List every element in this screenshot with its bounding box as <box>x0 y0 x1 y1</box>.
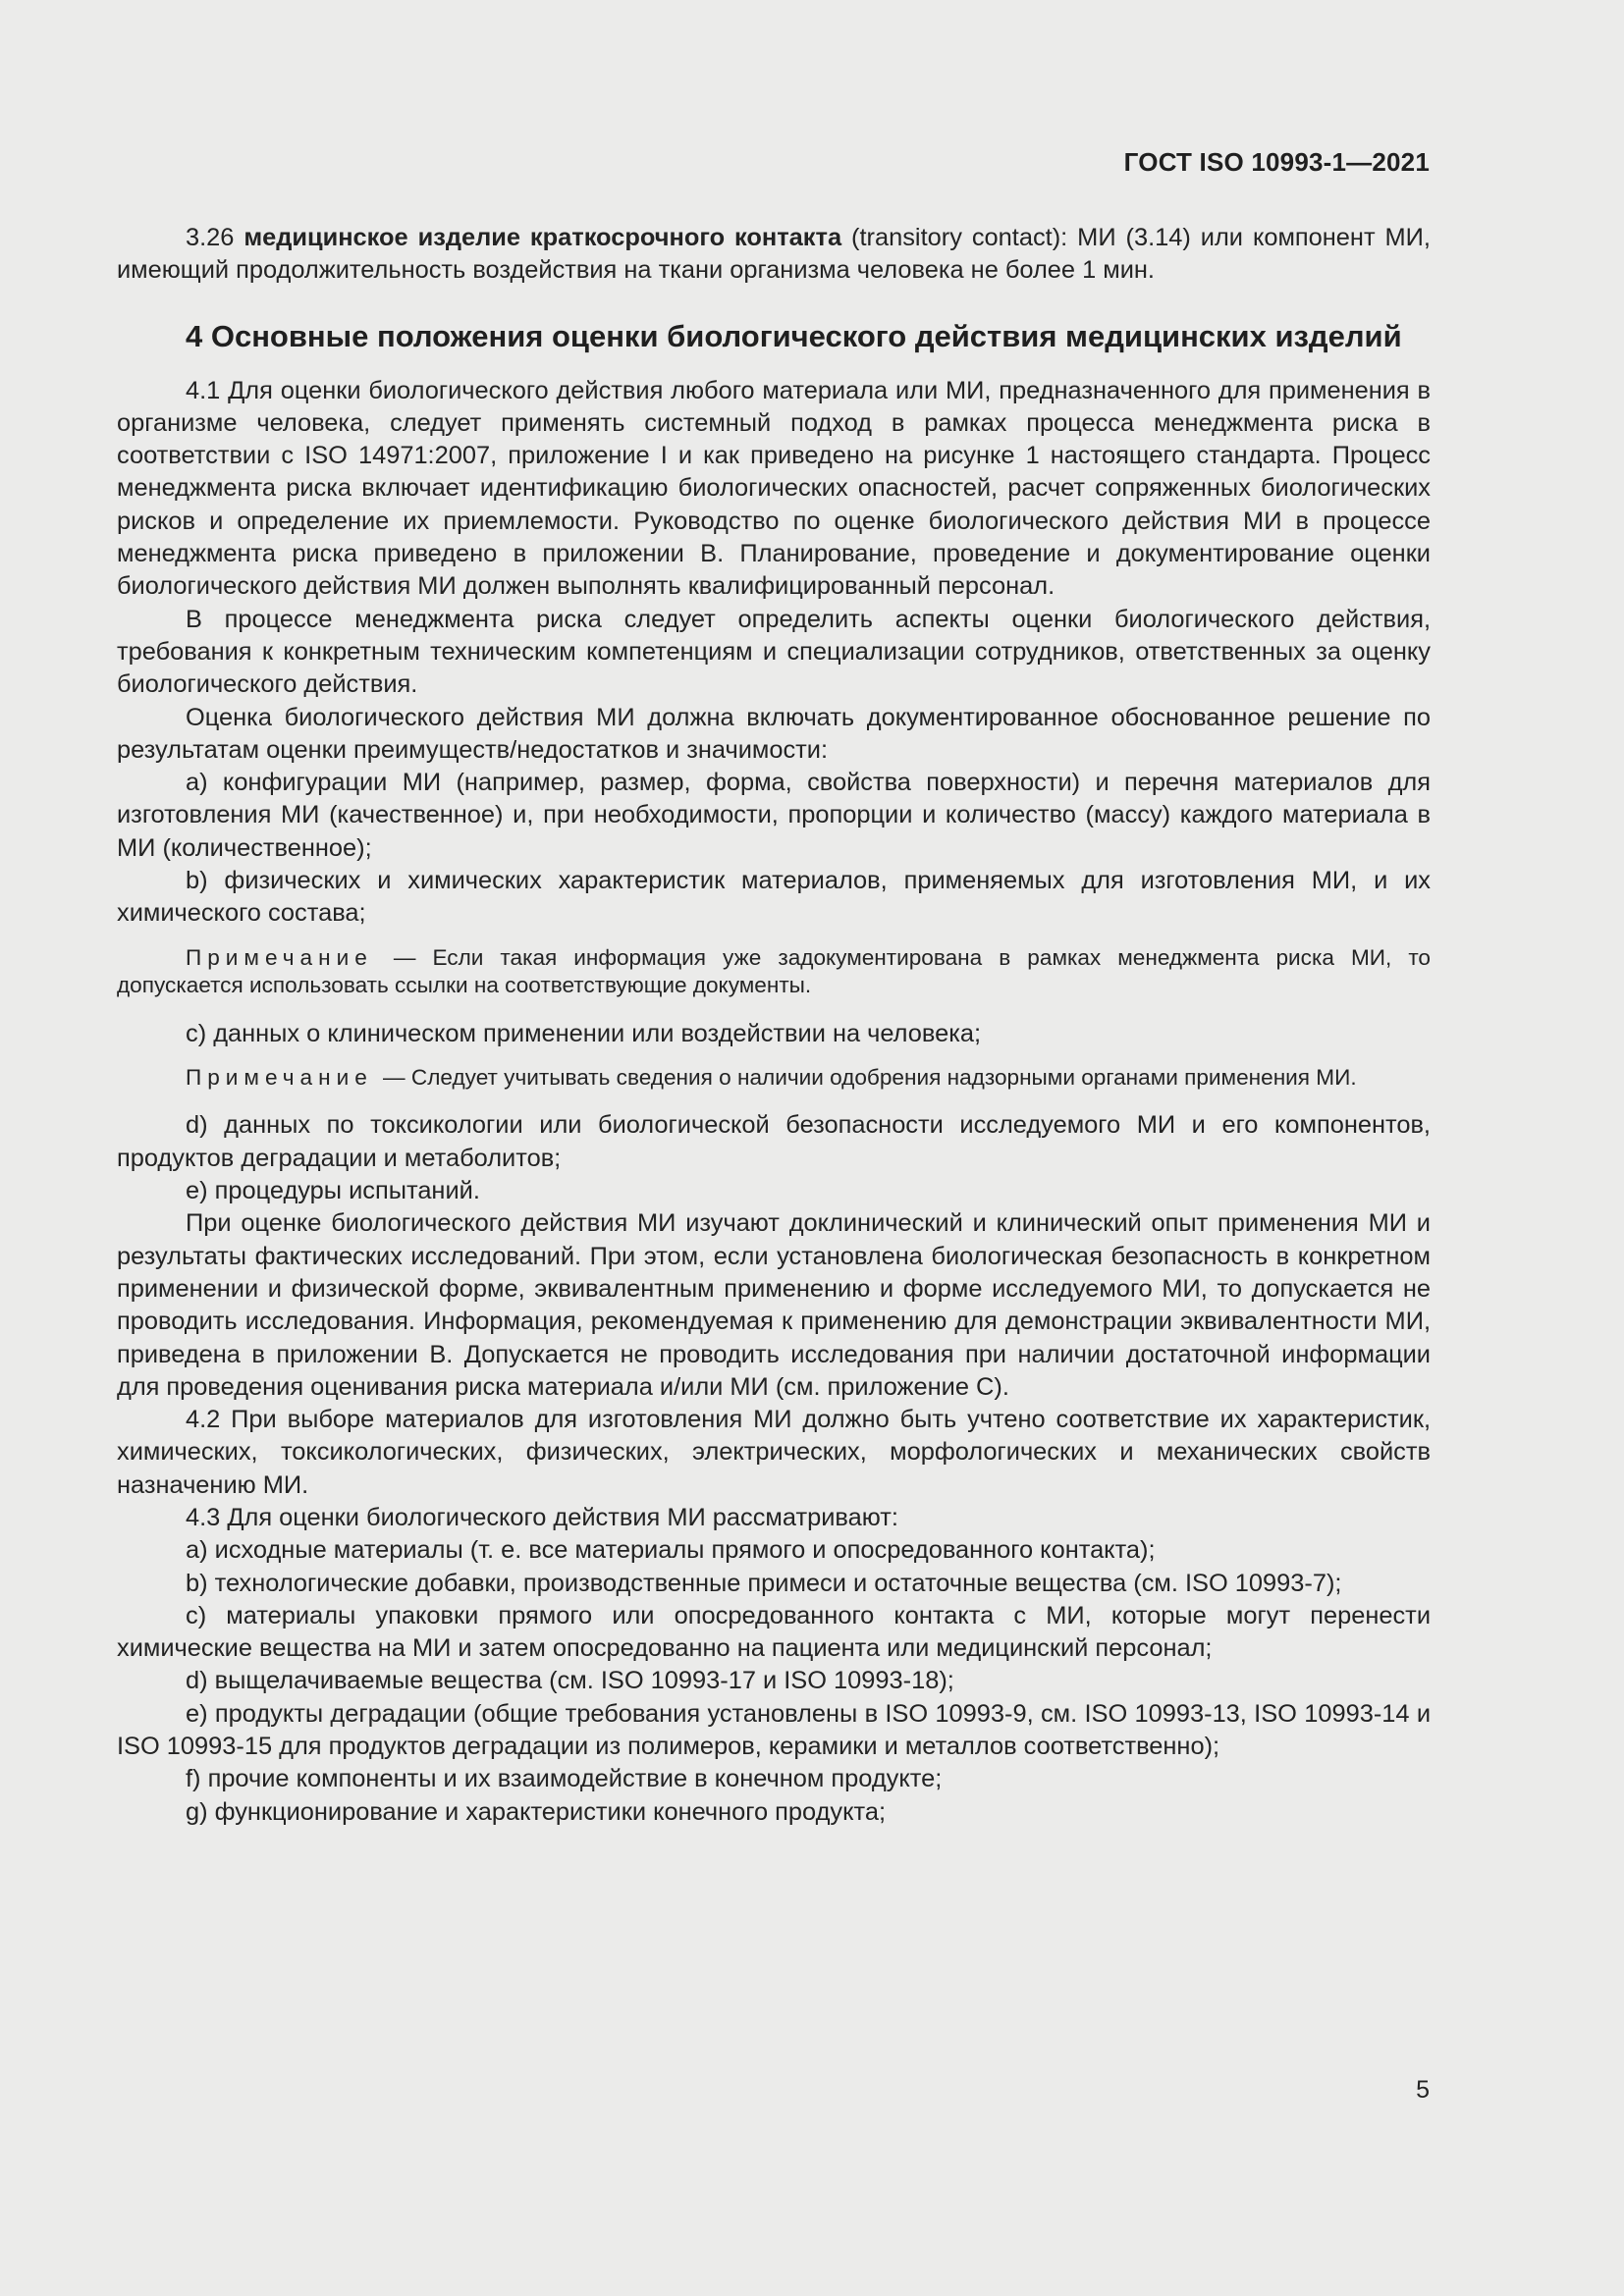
list-item-d: d) данных по токсикологии или биологической безопасности исследуемого МИ и его компонентов, продуктов деградации и метаболитов; <box>117 1111 1431 1172</box>
list-item-e: e) процедуры испытаний. <box>186 1177 480 1205</box>
list-4-3-item-d: d) выщелачиваемые вещества (см. ISO 10993-17 и ISO 10993-18); <box>186 1667 954 1695</box>
note-2 <box>117 1064 1431 1093</box>
list-4-3-item-f: f) прочие компоненты и их взаимодействие в конечном продукте; <box>186 1765 943 1793</box>
paragraph-evaluation: Оценка биологического действия МИ должна включать документированное обоснованное решение по результатам оценки преимуществ/недостатков и значимости: <box>117 703 1431 764</box>
list-item-a: a) конфигурации МИ (например, размер, форма, свойства поверхности) и перечня материалов для изготовления МИ (качественное) и, при необходимости, пропорции и количество (массу) каждого материала в МИ (количественное); <box>117 769 1431 862</box>
document-id-header: ГОСТ ISO 10993-1—2021 <box>1123 147 1430 177</box>
note-text: — Следует учитывать сведения о наличии одобрения надзорными органами применения МИ. <box>376 1064 1357 1090</box>
paragraph-4-2: 4.2 При выборе материалов для изготовления МИ должно быть учтено соответствие их характеристик, химических, токсикологических, физических, электрических, морфологических и механических свойств назначению МИ. <box>117 1406 1431 1499</box>
definition-term: медицинское изделие краткосрочного контакта <box>244 224 842 251</box>
list-item-b: b) физических и химических характеристик материалов, применяемых для изготовления МИ, и их химического состава; <box>117 867 1431 928</box>
note-label: Примечание <box>186 1064 373 1090</box>
list-4-3-item-a: a) исходные материалы (т. е. все материалы прямого и опосредованного контакта); <box>186 1536 1156 1565</box>
definition-number: 3.26 <box>186 224 235 251</box>
list-item-c: c) данных о клиническом применении или воздействии на человека; <box>186 1019 982 1047</box>
definition-text: (transitory contact): МИ (3.14) или компонент МИ, имеющий продолжительность воздействия на ткани организма человека не более 1 мин. <box>117 224 1431 285</box>
paragraph-risk-management: В процессе менеджмента риска следует определить аспекты оценки биологического действия, требования к конкретным техническим компетенциям и специализации сотрудников, ответственных за оценку биологического действия. <box>117 605 1431 699</box>
paragraph-clinical-experience: При оценке биологического действия МИ изучают доклинический и клинический опыт применения МИ и результаты фактических исследований. При этом, если установлена биологическая безопасность в конкретном применении и физической форме, эквивалентным применению и форме исследуемого МИ, то допускается не проводить исследования. Информация, рекомендуемая к применению для демонстрации эквивалентности МИ, приведена в приложении В. Допускается не проводить исследования при наличии достаточной информации для проведения оценивания риска материала и/или МИ (см. приложение С). <box>117 1209 1431 1401</box>
paragraph-4-3: 4.3 Для оценки биологического действия МИ рассматривают: <box>186 1504 898 1531</box>
list-4-3-item-g: g) функционирование и характеристики конечного продукта; <box>186 1797 887 1826</box>
page-number: 5 <box>1416 2076 1430 2104</box>
note-text: — Если такая информация уже задокументирована в рамках менеджмента риска МИ, то допускается использовать ссылки на соответствующие документы. <box>117 944 1431 998</box>
paragraph-4-1: 4.1 Для оценки биологического действия любого материала или МИ, предназначенного для применения в организме человека, следует применять системный подход в рамках процесса менеджмента риска в соответствии с ISO 14971:2007, приложение I и как приведено на рисунке 1 настоящего стандарта. Процесс менеджмента риска включает идентификацию биологических опасностей, расчет сопряженных биологических рисков и определение их приемлемости. Руководство по оценке биологического действия МИ в процессе менеджмента риска приведено в приложении В. Планирование, проведение и документирование оценки биологического действия МИ должен выполнять квалифицированный персонал. <box>117 376 1431 601</box>
note-label: Примечание <box>186 944 373 970</box>
note-1 <box>117 944 1431 1000</box>
section-4-heading: 4 Основные положения оценки биологического действия медицинских изделий <box>186 318 1402 353</box>
list-4-3-item-c: c) материалы упаковки прямого или опосредованного контакта с МИ, которые могут перенести химические вещества на МИ и затем опосредованно на пациента или медицинский персонал; <box>117 1601 1431 1663</box>
list-4-3-item-e: e) продукты деградации (общие требования установлены в ISO 10993-9, см. ISO 10993-13, ISO 10993-14 и ISO 10993-15 для продуктов деградации из полимеров, керамики и металлов соответственно); <box>117 1699 1431 1761</box>
list-4-3-item-b: b) технологические добавки, производственные примеси и остаточные вещества (см. ISO 10993-7); <box>186 1569 1342 1597</box>
page-content <box>117 222 1431 1829</box>
definition-3-26 <box>117 222 1431 288</box>
